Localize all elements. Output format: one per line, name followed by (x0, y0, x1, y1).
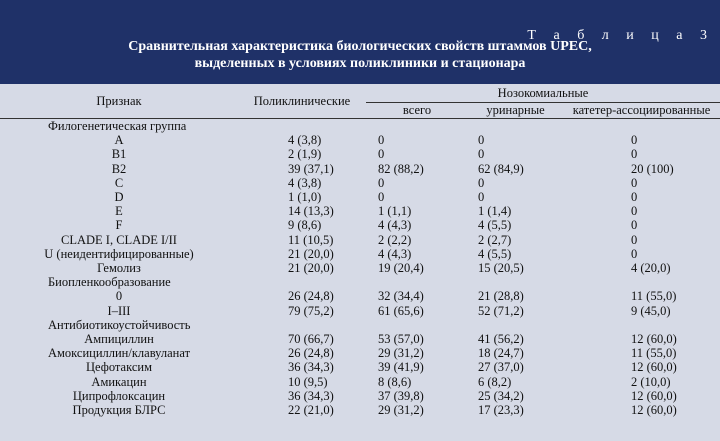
title-line-2: выделенных в условиях поликлиники и стационара (194, 56, 526, 71)
row-label: C (114, 175, 124, 190)
cell-all (366, 275, 468, 289)
table-row (0, 147, 720, 161)
cell-urinary: 0 (478, 175, 485, 190)
data-table (0, 84, 720, 417)
cell-urinary: 2 (2,7) (478, 232, 512, 247)
cell-poly: 10 (9,5) (288, 374, 328, 389)
cell-poly: 21 (20,0) (288, 261, 334, 276)
cell-catheter: 12 (60,0) (631, 388, 677, 403)
table-row (0, 318, 720, 332)
cell-catheter: 11 (55,0) (631, 346, 677, 361)
cell-urinary: 0 (478, 133, 485, 148)
cell-catheter: 0 (631, 175, 638, 190)
table-row (0, 332, 720, 346)
cell-poly (238, 318, 366, 332)
cell-all: 8 (8,6) (378, 374, 412, 389)
cell-all: 39 (41,9) (378, 360, 424, 375)
cell-poly: 36 (34,3) (288, 360, 334, 375)
table-row (0, 190, 720, 204)
cell-catheter: 20 (100) (631, 161, 674, 176)
column-header-poly: Поликлинические (238, 84, 366, 119)
row-label: D (114, 190, 124, 205)
cell-poly: 14 (13,3) (288, 204, 334, 219)
cell-catheter: 0 (631, 218, 638, 233)
cell-catheter (563, 318, 720, 332)
table-row (0, 346, 720, 360)
table-row (0, 403, 720, 417)
column-header-sign: Признак (0, 84, 238, 119)
cell-urinary: 21 (28,8) (478, 289, 524, 304)
table-title (0, 38, 720, 72)
cell-urinary: 4 (5,5) (478, 246, 512, 261)
cell-poly: 39 (37,1) (288, 161, 334, 176)
cell-urinary: 4 (5,5) (478, 218, 512, 233)
cell-urinary: 52 (71,2) (478, 303, 524, 318)
cell-catheter: 11 (55,0) (631, 289, 677, 304)
cell-catheter: 2 (10,0) (631, 374, 671, 389)
cell-catheter: 0 (631, 232, 638, 247)
table-number: Т а б л и ц а 3 (527, 28, 714, 43)
table-row (0, 233, 720, 247)
cell-catheter: 12 (60,0) (631, 403, 677, 418)
cell-all: 82 (88,2) (378, 161, 424, 176)
cell-all: 0 (378, 175, 385, 190)
cell-urinary: 6 (8,2) (478, 374, 512, 389)
row-group-label: Антибиотикоустойчивость (48, 317, 191, 332)
cell-all: 29 (31,2) (378, 403, 424, 418)
row-label: Амоксициллин/клавуланат (47, 346, 191, 361)
column-header-all: всего (366, 103, 468, 119)
cell-all: 37 (39,8) (378, 388, 424, 403)
column-header-catheter: катетер-ассоциированные (563, 103, 720, 119)
cell-poly: 70 (66,7) (288, 332, 334, 347)
cell-catheter: 0 (631, 147, 638, 162)
cell-all: 29 (31,2) (378, 346, 424, 361)
cell-urinary (468, 275, 563, 289)
table-row (0, 275, 720, 289)
cell-all: 61 (65,6) (378, 303, 424, 318)
table-row (0, 176, 720, 190)
row-label: Продукция БЛРС (72, 403, 166, 418)
cell-all (366, 119, 468, 134)
table-row (0, 218, 720, 232)
cell-catheter: 0 (631, 204, 638, 219)
cell-catheter: 4 (20,0) (631, 261, 671, 276)
cell-urinary: 0 (478, 147, 485, 162)
cell-urinary (468, 119, 563, 134)
cell-urinary: 0 (478, 190, 485, 205)
cell-poly: 36 (34,3) (288, 388, 334, 403)
row-label: Ампициллин (84, 332, 154, 347)
row-label: B1 (111, 147, 127, 162)
cell-catheter (563, 119, 720, 134)
cell-poly: 26 (24,8) (288, 346, 334, 361)
cell-catheter: 0 (631, 190, 638, 205)
table-row (0, 375, 720, 389)
cell-catheter: 0 (631, 246, 638, 261)
cell-poly (238, 119, 366, 134)
cell-urinary: 62 (84,9) (478, 161, 524, 176)
cell-catheter: 12 (60,0) (631, 332, 677, 347)
table-row (0, 289, 720, 303)
row-label: Гемолиз (97, 261, 141, 276)
row-label: Амикацин (91, 374, 147, 389)
cell-all: 2 (2,2) (378, 232, 412, 247)
cell-urinary (468, 318, 563, 332)
cell-all: 32 (34,4) (378, 289, 424, 304)
cell-poly: 79 (75,2) (288, 303, 334, 318)
table-row (0, 304, 720, 318)
row-label: Цефотаксим (86, 360, 152, 375)
cell-all (366, 318, 468, 332)
cell-all: 4 (4,3) (378, 218, 412, 233)
cell-all: 0 (378, 147, 385, 162)
cell-urinary: 15 (20,5) (478, 261, 524, 276)
cell-all: 1 (1,1) (378, 204, 412, 219)
table-row (0, 204, 720, 218)
cell-all: 19 (20,4) (378, 261, 424, 276)
table-row (0, 162, 720, 176)
cell-catheter: 12 (60,0) (631, 360, 677, 375)
table-row (0, 389, 720, 403)
column-header-nozo: Нозокомиальные (366, 84, 720, 103)
cell-all: 0 (378, 133, 385, 148)
row-group-label: Филогенетическая группа (48, 119, 187, 133)
row-label: F (115, 218, 123, 233)
cell-urinary: 18 (24,7) (478, 346, 524, 361)
table-row (0, 119, 720, 134)
title-line-1: Сравнительная характеристика биологических свойств штаммов UPEC, (128, 39, 592, 54)
table-row (0, 247, 720, 261)
row-label: Ципрофлоксацин (72, 388, 166, 403)
table-header-banner (0, 0, 720, 84)
cell-catheter (563, 275, 720, 289)
cell-urinary: 27 (37,0) (478, 360, 524, 375)
cell-poly: 2 (1,9) (288, 147, 322, 162)
row-label: CLADE I, CLADE I/II (61, 232, 177, 247)
cell-poly: 9 (8,6) (288, 218, 322, 233)
cell-poly: 1 (1,0) (288, 190, 322, 205)
cell-poly: 11 (10,5) (288, 232, 334, 247)
cell-all: 53 (57,0) (378, 332, 424, 347)
cell-urinary: 41 (56,2) (478, 332, 524, 347)
cell-poly (238, 275, 366, 289)
cell-urinary: 17 (23,3) (478, 403, 524, 418)
cell-urinary: 1 (1,4) (478, 204, 512, 219)
cell-poly: 26 (24,8) (288, 289, 334, 304)
cell-poly: 4 (3,8) (288, 133, 322, 148)
row-group-label: Биопленкообразование (48, 275, 171, 290)
table-row (0, 261, 720, 275)
cell-all: 0 (378, 190, 385, 205)
cell-poly: 22 (21,0) (288, 403, 334, 418)
row-label: I–III (107, 303, 131, 318)
cell-catheter: 0 (631, 133, 638, 148)
cell-all: 4 (4,3) (378, 246, 412, 261)
column-header-urinary: уринарные (468, 103, 563, 119)
row-label: E (115, 204, 123, 219)
cell-catheter: 9 (45,0) (631, 303, 671, 318)
cell-poly: 21 (20,0) (288, 246, 334, 261)
row-label: U (неидентифицированные) (44, 246, 194, 261)
table-row (0, 360, 720, 374)
header-row (0, 84, 720, 103)
table-row (0, 133, 720, 147)
cell-poly: 4 (3,8) (288, 175, 322, 190)
row-label: A (114, 133, 124, 148)
row-label: B2 (111, 161, 127, 176)
row-label: 0 (115, 289, 123, 304)
cell-urinary: 25 (34,2) (478, 388, 524, 403)
